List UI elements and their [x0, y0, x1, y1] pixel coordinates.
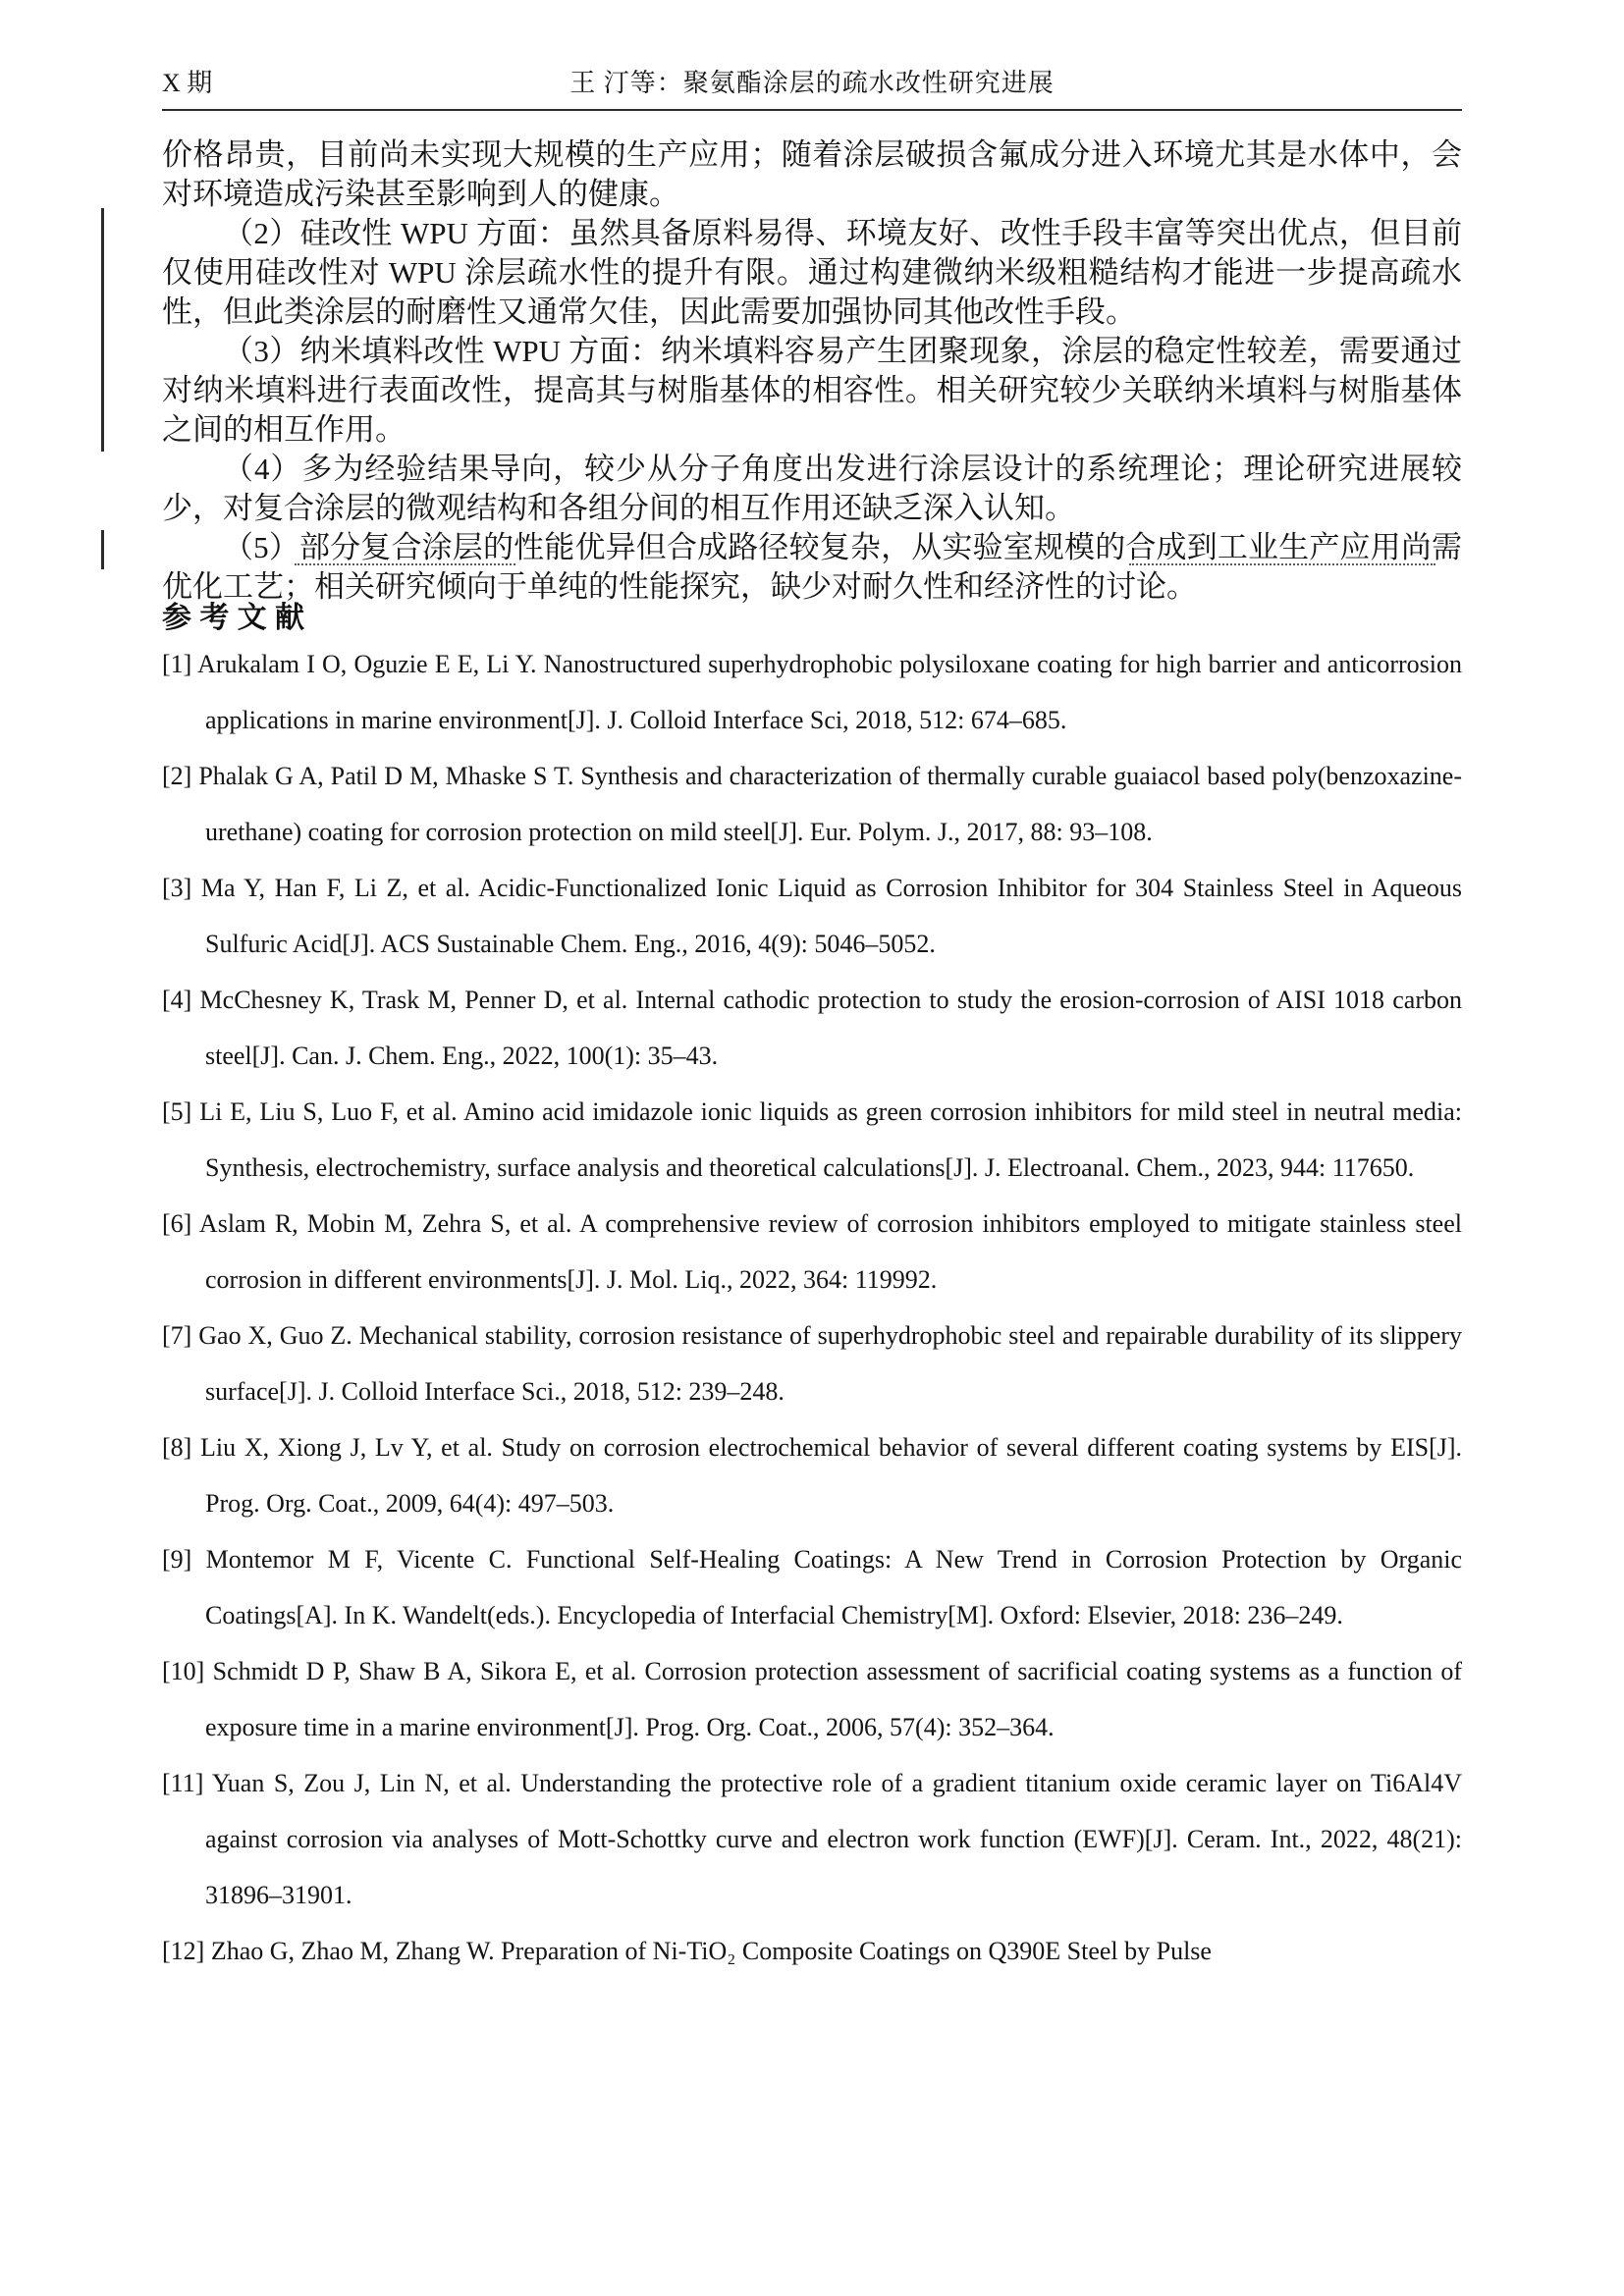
reference-number: [8] — [162, 1433, 192, 1462]
running-title: 王 汀等：聚氨酯涂层的疏水改性研究进展 — [569, 69, 1055, 97]
reference-text: Aslam R, Mobin M, Zehra S, et al. A comprehensive review of corrosion inhibitors employed to mitigate stainless steel corrosion in different environments[J]. J. Mol. Liq., 2022, 364: 119992. — [198, 1209, 1462, 1294]
reference-number: [9] — [162, 1545, 192, 1574]
reference-item — [162, 1308, 1462, 1419]
change-bar — [101, 208, 104, 452]
body-paragraph: （3）纳米填料改性 WPU 方面：纳米填料容易产生团聚现象，涂层的稳定性较差，需要通过对纳米填料进行表面改性，提高其与树脂基体的相容性。相关研究较少关联纳米填料与树脂基体之间的相互作用。 — [162, 334, 1462, 447]
reference-text: Arukalam I O, Oguzie E E, Li Y. Nanostructured superhydrophobic polysiloxane coating for high barrier and anticorrosion applications in marine environment[J]. J. Colloid Interface Sci, 2018, 512: 674–685. — [197, 650, 1462, 734]
reference-text: Yuan S, Zou J, Lin N, et al. Understanding the protective role of a gradient titanium oxide ceramic layer on Ti6Al4V against corrosion via analyses of Mott-Schottky curve and electron work function (EWF)[J]. Ceram. Int., 2022, 48(21): 31896–31901. — [205, 1769, 1462, 1909]
reference-number: [3] — [162, 874, 192, 902]
reference-item — [162, 1643, 1462, 1755]
reference-item — [162, 1755, 1462, 1923]
reference-text: McChesney K, Trask M, Penner D, et al. Internal cathodic protection to study the erosion-corrosion of AISI 1018 carbon steel[J]. Can. J. Chem. Eng., 2022, 100(1): 35–43. — [199, 986, 1462, 1070]
reference-number: [5] — [162, 1097, 192, 1126]
reference-item — [162, 748, 1462, 860]
reference-item — [162, 1923, 1462, 1979]
references-heading: 参 考 文 献 — [162, 602, 305, 634]
page-header — [162, 67, 1462, 111]
reference-text: Schmidt D P, Shaw B A, Sikora E, et al. Corrosion protection assessment of sacrificial coating systems as a function of exposure time in a marine environment[J]. Prog. Org. Coat., 2006, 57(4): 352–364. — [205, 1657, 1463, 1741]
reference-item — [162, 1196, 1462, 1308]
reference-item — [162, 860, 1462, 972]
reference-text: Zhao G, Zhao M, Zhang W. Preparation of Ni-TiO₂ Composite Coatings on Q390E Steel by Pulse — [210, 1937, 1212, 1965]
reference-number: [7] — [162, 1321, 192, 1350]
reference-text: Gao X, Guo Z. Mechanical stability, corrosion resistance of superhydrophobic steel and repairable durability of its slippery surface[J]. J. Colloid Interface Sci., 2018, 512: 239–248. — [198, 1321, 1463, 1406]
reference-text: Liu X, Xiong J, Lv Y, et al. Study on corrosion electrochemical behavior of several different coating systems by EIS[J]. Prog. Org. Coat., 2009, 64(4): 497–503. — [200, 1433, 1462, 1518]
body-paragraph: （5）部分复合涂层的性能优异但合成路径较复杂，从实验室规模的合成到工业生产应用尚需优化工艺；相关研究倾向于单纯的性能探究，缺少对耐久性和经济性的讨论。 — [162, 530, 1462, 604]
reference-number: [1] — [162, 650, 192, 678]
edit-mark — [295, 563, 515, 565]
body-text — [162, 135, 1462, 607]
reference-item — [162, 636, 1462, 748]
reference-text: Phalak G A, Patil D M, Mhaske S T. Synthesis and characterization of thermally curable guaiacol based poly(benzoxazine-urethane) coating for corrosion protection on mild steel[J]. Eur. Polym. J., 2017, 88: 93–108. — [198, 762, 1462, 846]
reference-number: [11] — [162, 1769, 204, 1797]
reference-number: [12] — [162, 1937, 205, 1965]
issue-label: X 期 — [162, 69, 213, 97]
reference-number: [10] — [162, 1657, 205, 1685]
reference-item — [162, 1084, 1462, 1196]
reference-text: Montemor M F, Vicente C. Functional Self-Healing Coatings: A New Trend in Corrosion Protection by Organic Coatings[A]. In K. Wandelt(eds.). Encyclopedia of Interfacial Chemistry[M]. Oxford: Elsevier, 2018: 236–249. — [205, 1545, 1462, 1629]
body-paragraph: （4）多为经验结果导向，较少从分子角度出发进行涂层设计的系统理论；理论研究进展较少，对复合涂层的微观结构和各组分间的相互作用还缺乏深入认知。 — [162, 452, 1462, 525]
references-list — [162, 636, 1462, 1979]
reference-number: [6] — [162, 1209, 192, 1238]
change-bar — [101, 530, 104, 569]
reference-item — [162, 972, 1462, 1084]
body-paragraph: （2）硅改性 WPU 方面：虽然具备原料易得、环境友好、改性手段丰富等突出优点，但目前仅使用硅改性对 WPU 涂层疏水性的提升有限。通过构建微纳米级粗糙结构才能进一步提高疏水性，但此类涂层的耐磨性又通常欠佳，因此需要加强协同其他改性手段。 — [162, 216, 1462, 329]
edit-mark — [1129, 563, 1435, 565]
reference-item — [162, 1419, 1462, 1531]
reference-text: Ma Y, Han F, Li Z, et al. Acidic-Functionalized Ionic Liquid as Corrosion Inhibitor for 304 Stainless Steel in Aqueous Sulfuric Acid[J]. ACS Sustainable Chem. Eng., 2016, 4(9): 5046–5052. — [200, 874, 1462, 958]
reference-number: [2] — [162, 762, 192, 790]
reference-number: [4] — [162, 986, 192, 1014]
reference-item — [162, 1531, 1462, 1643]
body-paragraph: 价格昂贵，目前尚未实现大规模的生产应用；随着涂层破损含氟成分进入环境尤其是水体中，会对环境造成污染甚至影响到人的健康。 — [162, 137, 1462, 211]
reference-text: Li E, Liu S, Luo F, et al. Amino acid imidazole ionic liquids as green corrosion inhibitors for mild steel in neutral media: Synthesis, electrochemistry, surface analysis and theoretical calculations[J]. J. Electroanal. Chem., 2023, 944: 117650. — [199, 1097, 1462, 1182]
